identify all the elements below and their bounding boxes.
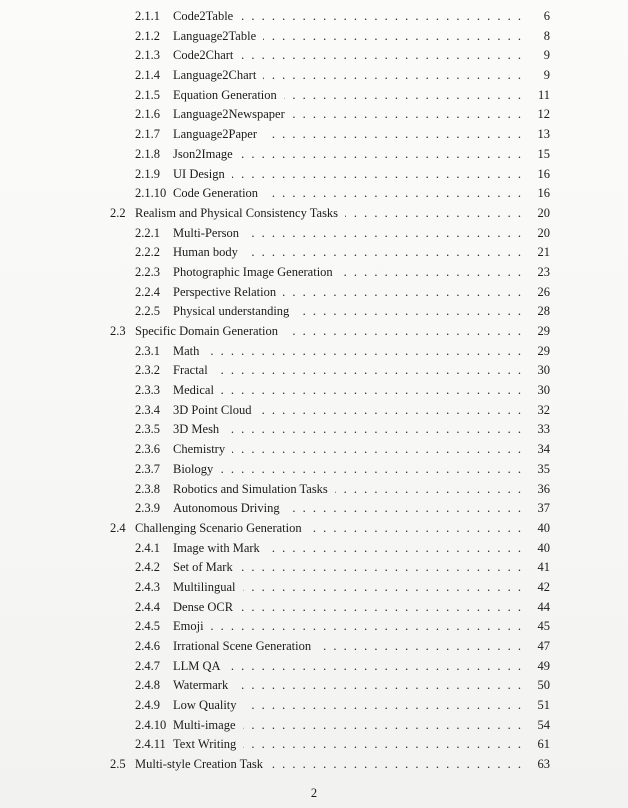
toc-entry-number: 2.1.4 (135, 68, 160, 83)
toc-entry-number: 2.3.1 (135, 343, 160, 358)
toc-dot-leader (206, 342, 523, 362)
toc-entry-title[interactable]: LLM QA (173, 658, 221, 673)
toc-dot-leader (244, 696, 523, 716)
toc-entry-page: 35 (537, 461, 550, 476)
toc-entry-page: 32 (537, 402, 550, 417)
toc-dot-leader (292, 105, 523, 125)
toc-entry-title[interactable]: Set of Mark (173, 560, 233, 575)
toc-entry[interactable] (0, 7, 628, 27)
toc-dot-leader (264, 125, 523, 145)
toc-entry-page: 33 (537, 422, 550, 437)
toc-entry-title[interactable]: Realism and Physical Consistency Tasks (135, 205, 339, 220)
toc-entry[interactable] (0, 283, 628, 303)
toc-dot-leader (240, 598, 523, 618)
toc-entry-page: 44 (537, 599, 550, 614)
toc-dot-leader (243, 578, 524, 598)
toc-dot-leader (263, 66, 523, 86)
toc-entry-number: 2.3.2 (135, 363, 160, 378)
toc-entry-page: 40 (537, 540, 550, 555)
toc-entry-number: 2.1.10 (135, 186, 167, 201)
toc-entry[interactable] (0, 420, 628, 440)
toc-entry-number: 2.4.4 (135, 599, 160, 614)
toc-dot-leader (240, 46, 523, 66)
toc-dot-leader (345, 204, 523, 224)
toc-entry[interactable] (0, 519, 628, 539)
toc-dot-leader (240, 7, 523, 27)
toc-entry-number: 2.4.1 (135, 540, 160, 555)
toc-entry-number: 2.4.8 (135, 678, 160, 693)
toc-entry[interactable] (0, 204, 628, 224)
toc-entry-page: 30 (537, 383, 550, 398)
toc-entry-number: 2.2.5 (135, 304, 160, 319)
toc-entry-title[interactable]: Fractal (173, 363, 208, 378)
toc-entry-number: 2.3 (110, 324, 126, 338)
toc-dot-leader (318, 637, 523, 657)
toc-entry[interactable] (0, 224, 628, 244)
toc-entry[interactable] (0, 499, 628, 519)
toc-dot-leader (270, 755, 523, 775)
toc-dot-leader (283, 283, 523, 303)
toc-entry-number: 2.1.9 (135, 166, 160, 181)
toc-entry-title[interactable]: Robotics and Simulation Tasks (173, 481, 328, 496)
toc-entry-number: 2.2.3 (135, 264, 160, 279)
toc-entry-title[interactable]: Language2Table (173, 28, 257, 43)
toc-dot-leader (285, 322, 523, 342)
toc-entry-page: 61 (537, 737, 550, 752)
toc-entry-title[interactable]: Language2Paper (173, 127, 257, 142)
toc-entry-title[interactable]: Watermark (173, 678, 229, 693)
toc-entry-number: 2.1.8 (135, 146, 160, 161)
toc-dot-leader (340, 263, 523, 283)
toc-dot-leader (243, 735, 523, 755)
toc-entry-number: 2.4.10 (135, 717, 167, 732)
toc-entry[interactable] (0, 105, 628, 125)
toc-entry-number: 2.1.7 (135, 127, 160, 142)
toc-dot-leader (240, 145, 523, 165)
toc-entry-page: 23 (537, 264, 550, 279)
page-footer (0, 786, 628, 801)
toc-entry[interactable] (0, 480, 628, 500)
toc-entry-number: 2.4.11 (135, 737, 166, 752)
toc-entry[interactable] (0, 696, 628, 716)
toc-entry[interactable] (0, 558, 628, 578)
toc-entry[interactable] (0, 165, 628, 185)
toc-entry-page: 15 (537, 146, 550, 161)
toc-dot-leader (296, 302, 523, 322)
toc-entry-title[interactable]: Equation Generation (173, 87, 277, 102)
toc-dot-leader (335, 480, 523, 500)
toc-dot-leader (232, 440, 523, 460)
toc-entry-number: 2.5 (110, 757, 126, 772)
toc-entry-title[interactable]: UI Design (173, 166, 225, 181)
toc-entry-title[interactable]: Chemistry (173, 442, 226, 457)
toc-entry[interactable] (0, 66, 628, 86)
toc-entry-page: 36 (537, 481, 550, 496)
toc-entry[interactable] (0, 381, 628, 401)
toc-dot-leader (240, 558, 523, 578)
toc-entry-page: 29 (537, 343, 550, 358)
toc-dot-leader (211, 617, 523, 637)
toc-dot-leader (228, 657, 523, 677)
toc-entry-page: 63 (537, 757, 550, 772)
toc-dot-leader (243, 716, 524, 736)
toc-entry-page: 37 (537, 501, 550, 516)
toc-entry-title[interactable]: Autonomous Driving (173, 501, 280, 516)
toc-entry-title[interactable]: Medical (173, 383, 214, 398)
toc-entry-number: 2.4.2 (135, 560, 160, 575)
toc-entry[interactable] (0, 125, 628, 145)
toc-entry-page: 47 (537, 639, 550, 653)
toc-entry[interactable] (0, 27, 628, 47)
toc-entry-title[interactable]: Emoji (173, 619, 204, 634)
toc-entry[interactable] (0, 755, 628, 775)
toc-entry-title[interactable]: Json2Image (173, 146, 233, 161)
toc-dot-leader (232, 165, 523, 185)
toc-entry-title[interactable]: Biology (173, 461, 214, 476)
toc-entry-number: 2.2.1 (135, 225, 160, 240)
toc-entry[interactable] (0, 322, 628, 342)
toc-entry[interactable] (0, 243, 628, 263)
toc-dot-leader (309, 519, 523, 539)
toc-entry-title[interactable]: Code2Chart (173, 48, 234, 63)
toc-entry-number: 2.2 (110, 205, 126, 220)
toc-dot-leader (259, 401, 524, 421)
toc-entry-title[interactable]: Human body (173, 245, 238, 260)
toc-entry-number: 2.1.2 (135, 28, 160, 43)
toc-entry[interactable] (0, 598, 628, 618)
toc-entry-title[interactable]: Text Writing (173, 737, 237, 752)
toc-dot-leader (220, 460, 523, 480)
toc-entry[interactable] (0, 735, 628, 755)
toc-dot-leader (221, 381, 523, 401)
toc-entry-title[interactable]: Code Generation (173, 186, 259, 201)
toc-entry-number: 2.3.3 (135, 383, 160, 398)
toc-entry-title[interactable]: Perspective Relation (173, 284, 277, 299)
toc-entry[interactable] (0, 361, 628, 381)
toc-entry-page: 54 (537, 717, 550, 732)
toc-entry-title[interactable]: Language2Newspaper (173, 107, 285, 122)
toc-entry-title[interactable]: Code2Table (173, 9, 234, 23)
toc-entry-number: 2.3.8 (135, 481, 160, 496)
toc-entry-page: 51 (537, 698, 550, 713)
toc-entry-page: 41 (537, 560, 550, 575)
toc-entry-title[interactable]: Specific Domain Generation (135, 324, 279, 338)
toc-entry-title[interactable]: Low Quality (173, 698, 237, 713)
toc-dot-leader (215, 361, 523, 381)
toc-entry[interactable] (0, 440, 628, 460)
toc-entry-title[interactable]: Photographic Image Generation (173, 264, 333, 279)
toc-entry-page: 21 (537, 245, 550, 260)
toc-entry-number: 2.4.6 (135, 639, 160, 653)
toc-entry-number: 2.1.3 (135, 48, 160, 63)
toc-entry-title[interactable]: Math (173, 343, 200, 358)
toc-entry-number: 2.1.1 (135, 9, 160, 23)
toc-entry-title[interactable]: Challenging Scenario Generation (135, 520, 302, 535)
toc-entry-page: 16 (537, 166, 550, 181)
toc-entry-title[interactable]: Physical understanding (173, 304, 290, 319)
toc-entry-page: 28 (537, 304, 550, 319)
toc-entry-number: 2.4.9 (135, 698, 160, 713)
toc-entry-number: 2.3.5 (135, 422, 160, 437)
toc-entry-number: 2.4.5 (135, 619, 160, 634)
toc-dot-leader (284, 86, 523, 106)
toc-entry-title[interactable]: 3D Point Cloud (173, 402, 252, 417)
toc-entry[interactable] (0, 578, 628, 598)
toc-entry-page: 8 (543, 28, 550, 43)
toc-entry-page: 13 (537, 127, 550, 142)
toc-entry-page: 9 (543, 68, 550, 83)
toc-dot-leader (246, 224, 523, 244)
toc-entry-title[interactable]: Multi-style Creation Task (135, 757, 264, 772)
toc-entry[interactable] (0, 342, 628, 362)
toc-entry-number: 2.1.5 (135, 87, 160, 102)
toc-entry-number: 2.3.6 (135, 442, 160, 457)
toc-entry-page: 42 (537, 579, 550, 594)
toc-dot-leader (287, 499, 523, 519)
toc-dot-leader (226, 420, 523, 440)
toc-entry[interactable] (0, 145, 628, 165)
toc-entry-page: 6 (543, 9, 550, 23)
toc-entry-title[interactable]: Irrational Scene Generation (173, 639, 312, 653)
toc-entry-page: 29 (537, 324, 550, 338)
toc-list (0, 7, 628, 775)
toc-entry-page: 26 (537, 284, 550, 299)
toc-entry-number: 2.1.6 (135, 107, 160, 122)
toc-entry-title[interactable]: Multi-Person (173, 225, 239, 240)
toc-entry-page: 45 (537, 619, 550, 634)
toc-entry-page: 12 (537, 107, 550, 122)
toc-entry-title[interactable]: Multilingual (173, 579, 236, 594)
toc-entry[interactable] (0, 86, 628, 106)
toc-entry[interactable] (0, 302, 628, 322)
toc-entry[interactable] (0, 401, 628, 421)
toc-entry-title[interactable]: Multi-image (173, 717, 236, 732)
toc-entry[interactable] (0, 637, 628, 657)
toc-entry-page: 49 (537, 658, 550, 673)
toc-entry-title[interactable]: 3D Mesh (173, 422, 220, 437)
toc-entry[interactable] (0, 716, 628, 736)
toc-entry[interactable] (0, 263, 628, 283)
toc-entry-number: 2.2.4 (135, 284, 160, 299)
toc-entry-number: 2.3.4 (135, 402, 160, 417)
toc-entry-number: 2.4.7 (135, 658, 160, 673)
toc-entry[interactable] (0, 184, 628, 204)
toc-entry[interactable] (0, 657, 628, 677)
toc-entry-number: 2.4 (110, 520, 126, 535)
toc-entry-page: 34 (537, 442, 550, 457)
toc-entry-title[interactable]: Dense OCR (173, 599, 234, 614)
toc-dot-leader (265, 184, 523, 204)
toc-entry[interactable] (0, 617, 628, 637)
toc-entry[interactable] (0, 676, 628, 696)
toc-entry[interactable] (0, 539, 628, 559)
toc-dot-leader (263, 27, 523, 47)
toc-entry[interactable] (0, 46, 628, 66)
toc-entry-page: 20 (537, 225, 550, 240)
toc-dot-leader (235, 676, 523, 696)
toc-entry-page: 50 (537, 678, 550, 693)
toc-dot-leader (267, 539, 523, 559)
toc-entry[interactable] (0, 460, 628, 480)
toc-entry-page: 11 (537, 87, 550, 102)
toc-entry-number: 2.3.7 (135, 461, 160, 476)
toc-entry-number: 2.2.2 (135, 245, 160, 260)
toc-entry-page: 16 (537, 186, 550, 201)
toc-dot-leader (245, 243, 523, 263)
toc-entry-page: 9 (543, 48, 550, 63)
toc-entry-page: 30 (537, 363, 550, 378)
toc-entry-page: 20 (537, 205, 550, 220)
footer-page-number: 2 (310, 786, 318, 800)
toc-entry-number: 2.3.9 (135, 501, 160, 516)
toc-entry-number: 2.4.3 (135, 579, 160, 594)
toc-entry-title[interactable]: Language2Chart (173, 68, 257, 83)
toc-entry-page: 40 (537, 520, 550, 535)
toc-entry-title[interactable]: Image with Mark (173, 540, 260, 555)
